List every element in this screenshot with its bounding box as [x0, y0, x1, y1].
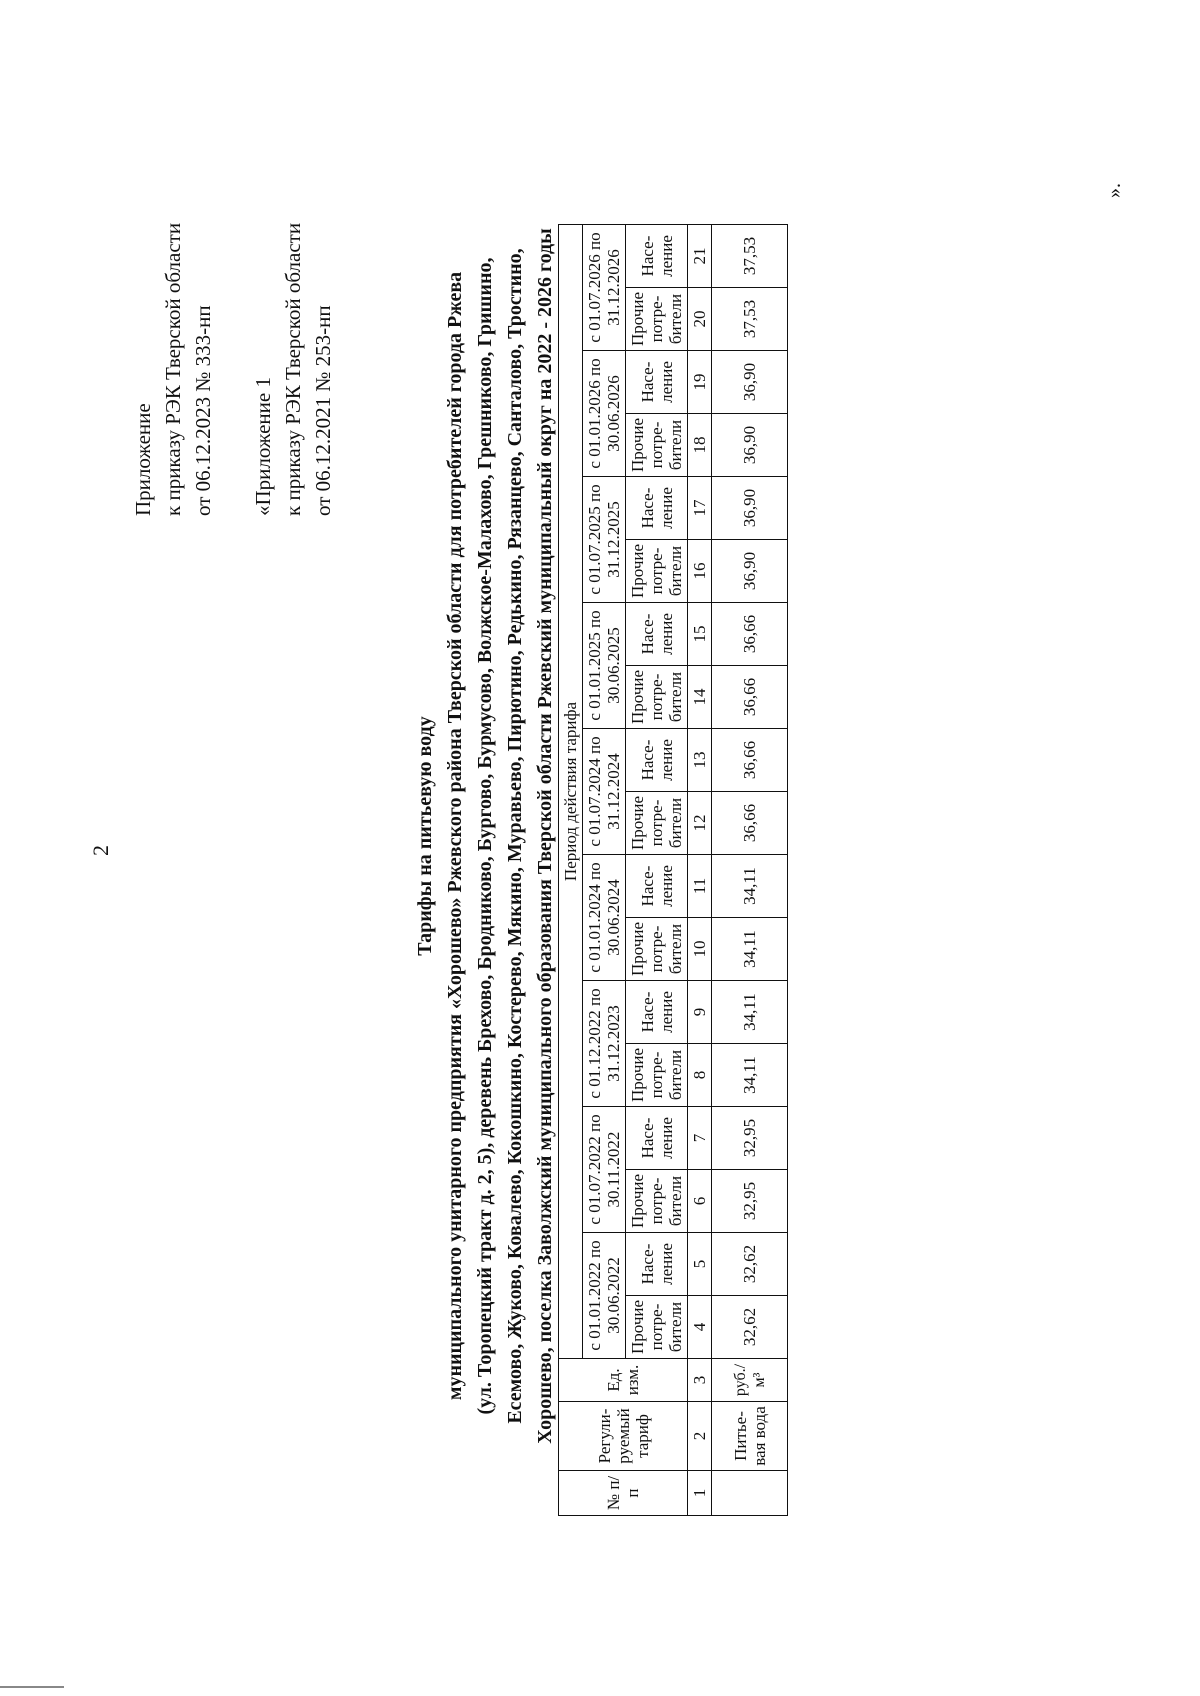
tariff-table: [558, 224, 788, 1516]
header-unit: Ед. изм.: [559, 1359, 688, 1402]
tariff-value: 36,90: [712, 540, 788, 603]
appendix-previous-line3: от 06.12.2021 № 253-нп: [311, 305, 335, 516]
tariff-value: 37,53: [712, 225, 788, 288]
appendix-previous-line1: «Приложение 1: [251, 377, 275, 516]
col-number: 1: [688, 1471, 712, 1516]
col-number: 8: [688, 1044, 712, 1107]
scan-edge-mark: [0, 1686, 64, 1688]
title-line2: муниципального унитарного предприятия «Хорошево» Ржевского района Тверской области для потребителей города Ржева: [444, 271, 466, 1401]
appendix-previous-line2: к приказу РЭК Тверской области: [281, 222, 305, 516]
tariff-value: 32,95: [712, 1170, 788, 1233]
subheader-other-consumers: Прочие потре-бители: [626, 918, 688, 981]
col-number: 21: [688, 225, 712, 288]
tariff-value: 32,95: [712, 1107, 788, 1170]
appendix-current-line2: к приказу РЭК Тверской области: [161, 222, 185, 516]
period-header: с 01.01.2022 по 30.06.2022: [583, 1233, 626, 1359]
subheader-population: Насе-ление: [626, 225, 688, 288]
period-header: с 01.07.2022 по 30.11.2022: [583, 1107, 626, 1233]
column-number-row: [688, 225, 712, 1516]
tariff-value: 36,90: [712, 477, 788, 540]
subheader-other-consumers: Прочие потре-бители: [626, 288, 688, 351]
subheader-population: Насе-ление: [626, 603, 688, 666]
tariff-value: 34,11: [712, 981, 788, 1044]
col-number: 12: [688, 792, 712, 855]
title-line1: Тарифы на питьевую воду: [414, 716, 436, 956]
col-number: 19: [688, 351, 712, 414]
row-tariff-name: Питье-вая вода: [712, 1402, 788, 1471]
col-number: 11: [688, 855, 712, 918]
subheader-population: Насе-ление: [626, 1107, 688, 1170]
appendix-current-line3: от 06.12.2023 № 333-нп: [191, 305, 215, 516]
col-number: 3: [688, 1359, 712, 1402]
subheader-other-consumers: Прочие потре-бители: [626, 414, 688, 477]
table-row: [712, 225, 788, 1516]
col-number: 9: [688, 981, 712, 1044]
period-header: с 01.12.2022 по 31.12.2023: [583, 981, 626, 1107]
row-unit: руб./м³: [712, 1359, 788, 1402]
period-header: с 01.07.2026 по 31.12.2026: [583, 225, 626, 351]
col-number: 14: [688, 666, 712, 729]
subheader-population: Насе-ление: [626, 729, 688, 792]
appendix-current: [128, 223, 218, 516]
col-number: 16: [688, 540, 712, 603]
col-number: 10: [688, 918, 712, 981]
title-line4: Есемово, Жуково, Ковалево, Кокошкино, Костерево, Мякино, Муравьево, Пирютино, Редькино, Рязанцево, Санталово, Тростино,: [504, 248, 526, 1424]
col-number: 13: [688, 729, 712, 792]
period-header: с 01.01.2025 по 30.06.2025: [583, 603, 626, 729]
appendix-current-line1: Приложение: [131, 403, 155, 516]
subheader-population: Насе-ление: [626, 855, 688, 918]
col-number: 20: [688, 288, 712, 351]
tariff-value: 32,62: [712, 1296, 788, 1359]
header-row-consumers: [626, 225, 688, 1516]
subheader-other-consumers: Прочие потре-бители: [626, 666, 688, 729]
tariff-value: 36,90: [712, 351, 788, 414]
period-header: с 01.07.2024 по 31.12.2024: [583, 729, 626, 855]
tariff-value: 36,66: [712, 729, 788, 792]
closing-quote: ».: [1103, 183, 1125, 198]
subheader-population: Насе-ление: [626, 351, 688, 414]
header-period: Период действия тарифа: [559, 225, 583, 1359]
page-number: 2: [88, 845, 113, 856]
tariff-value: 37,53: [712, 288, 788, 351]
col-number: 5: [688, 1233, 712, 1296]
period-header: с 01.01.2026 по 30.06.2026: [583, 351, 626, 477]
tariff-value: 36,66: [712, 603, 788, 666]
subheader-other-consumers: Прочие потре-бители: [626, 792, 688, 855]
header-row-periods: [583, 225, 626, 1516]
tariff-value: 36,90: [712, 414, 788, 477]
subheader-population: Насе-ление: [626, 477, 688, 540]
document-title: [410, 176, 560, 1496]
col-number: 4: [688, 1296, 712, 1359]
col-number: 15: [688, 603, 712, 666]
col-number: 17: [688, 477, 712, 540]
col-number: 18: [688, 414, 712, 477]
subheader-other-consumers: Прочие потре-бители: [626, 1296, 688, 1359]
header-row-1: [559, 225, 583, 1516]
tariff-value: 36,66: [712, 792, 788, 855]
header-tariff: Регули-руемый тариф: [559, 1402, 688, 1471]
title-line3: (ул. Торопецкий тракт д. 2, 5), деревень Брехово, Бродниково, Бургово, Бурмусово, Волжское-Малахово, Грешниково, Гришино,: [474, 257, 496, 1415]
period-header: с 01.07.2025 по 31.12.2025: [583, 477, 626, 603]
row-num: [712, 1471, 788, 1516]
subheader-other-consumers: Прочие потре-бители: [626, 540, 688, 603]
title-line5: Хорошево, поселка Заволжский муниципального образования Тверской области Ржевский муниципальный округ на 2022 - 2026 годы: [534, 228, 556, 1444]
tariff-value: 34,11: [712, 855, 788, 918]
tariff-value: 36,66: [712, 666, 788, 729]
col-number: 7: [688, 1107, 712, 1170]
tariff-value: 32,62: [712, 1233, 788, 1296]
subheader-other-consumers: Прочие потре-бители: [626, 1170, 688, 1233]
col-number: 6: [688, 1170, 712, 1233]
subheader-population: Насе-ление: [626, 1233, 688, 1296]
subheader-population: Насе-ление: [626, 981, 688, 1044]
period-header: с 01.01.2024 по 30.06.2024: [583, 855, 626, 981]
subheader-other-consumers: Прочие потре-бители: [626, 1044, 688, 1107]
col-number: 2: [688, 1402, 712, 1471]
header-num: № п/п: [559, 1471, 688, 1516]
tariff-value: 34,11: [712, 918, 788, 981]
tariff-value: 34,11: [712, 1044, 788, 1107]
appendix-previous: [248, 223, 338, 516]
